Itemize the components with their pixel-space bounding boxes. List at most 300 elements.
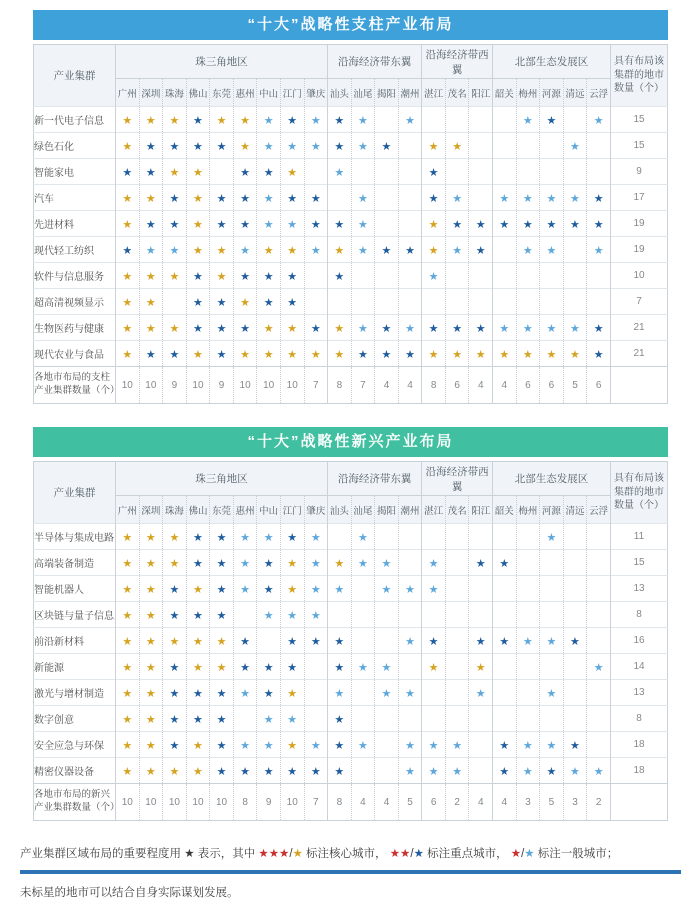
star-cell (257, 732, 281, 758)
city-header: 揭阳 (375, 79, 399, 107)
star-cell (351, 680, 375, 706)
star-cell (139, 706, 163, 732)
general-city-star-icon: ★ (546, 244, 557, 257)
city-header: 云浮 (587, 79, 611, 107)
pillar-industries-table (33, 44, 668, 404)
legend-text: 标注核心城市， (302, 848, 390, 860)
star-cell (375, 159, 399, 185)
star-cell (280, 732, 304, 758)
star-cell (210, 602, 234, 628)
star-cell (257, 602, 281, 628)
industry-row (34, 341, 668, 367)
general-city-star-icon: ★ (357, 114, 368, 127)
star-cell (328, 576, 352, 602)
star-cell (422, 732, 446, 758)
city-header: 东莞 (210, 79, 234, 107)
star-cell (186, 159, 210, 185)
core-city-star-icon: ★ (145, 713, 156, 726)
legend-text: / (289, 848, 293, 860)
star-cell (304, 133, 328, 159)
region-header: 沿海经济带东翼 (328, 462, 422, 496)
general-city-star-icon: ★ (428, 270, 439, 283)
star-cell (233, 185, 257, 211)
star-cell (516, 654, 540, 680)
star-cell (139, 289, 163, 315)
key-city-star-icon: ★ (240, 765, 251, 778)
city-header: 珠海 (163, 79, 187, 107)
star-cell (280, 758, 304, 784)
star-cell (469, 732, 493, 758)
key-city-star-icon: ★ (475, 218, 486, 231)
key-city-star-icon: ★ (169, 218, 180, 231)
star-cell (563, 758, 587, 784)
key-city-star-icon: ★ (287, 270, 298, 283)
core-city-star-icon: ★ (122, 687, 133, 700)
star-cell (375, 341, 399, 367)
star-cell (163, 237, 187, 263)
city-header: 茂名 (445, 496, 469, 524)
core-city-star-icon: ★ (193, 192, 203, 205)
core-city-star-icon: ★ (287, 557, 298, 570)
star-cell (563, 289, 587, 315)
star-cell (280, 341, 304, 367)
core-city-star-icon: ★ (122, 296, 133, 309)
star-cell (563, 159, 587, 185)
core-city-star-icon: ★ (169, 166, 180, 179)
star-cell (445, 289, 469, 315)
city-total: 10 (139, 784, 163, 821)
core-city-star-icon: ★ (145, 114, 156, 127)
general-city-star-icon: ★ (405, 739, 415, 752)
city-header: 河源 (540, 79, 564, 107)
general-city-star-icon: ★ (452, 244, 463, 257)
core-city-star-icon: ★ (240, 296, 251, 309)
star-cell (469, 315, 493, 341)
star-cell (116, 185, 140, 211)
star-cell (257, 758, 281, 784)
key-city-star-icon: ★ (169, 687, 180, 700)
star-cell (540, 602, 564, 628)
star-cell (516, 628, 540, 654)
star-cell (563, 680, 587, 706)
star-cell (445, 550, 469, 576)
star-cell (493, 628, 517, 654)
star-cell (186, 341, 210, 367)
star-cell (186, 654, 210, 680)
industry-row (34, 185, 668, 211)
star-cell (351, 706, 375, 732)
star-cell (563, 341, 587, 367)
key-city-star-icon: ★ (452, 322, 463, 335)
general-city-star-icon: ★ (263, 713, 274, 726)
general-city-star-icon: ★ (145, 244, 156, 257)
star-cell (351, 758, 375, 784)
city-header: 湛江 (422, 79, 446, 107)
industry-label: 精密仪器设备 (34, 758, 116, 784)
star-cell (493, 289, 517, 315)
core-city-star-icon: ★ (193, 765, 203, 778)
general-city-star-icon: ★ (522, 635, 533, 648)
general-city-star-icon: ★ (240, 531, 251, 544)
city-header: 佛山 (186, 79, 210, 107)
star-cell (210, 706, 234, 732)
star-cell (304, 706, 328, 732)
star-cell (210, 289, 234, 315)
star-cell (422, 159, 446, 185)
star-cell (375, 289, 399, 315)
red-stars-icon: ★★ (389, 848, 411, 860)
star-cell (587, 133, 611, 159)
star-cell (375, 550, 399, 576)
star-cell (233, 680, 257, 706)
star-cell (398, 289, 422, 315)
core-city-star-icon: ★ (145, 192, 156, 205)
region-header: 沿海经济带东翼 (328, 45, 422, 79)
city-header: 佛山 (186, 496, 210, 524)
star-cell (139, 341, 163, 367)
star-cell (375, 732, 399, 758)
star-cell (398, 706, 422, 732)
industry-label: 绿色石化 (34, 133, 116, 159)
core-city-star-icon: ★ (145, 661, 156, 674)
star-cell (422, 289, 446, 315)
city-total: 7 (351, 367, 375, 404)
city-total: 3 (516, 784, 540, 821)
key-city-star-icon: ★ (593, 348, 604, 361)
general-city-star-icon: ★ (263, 739, 274, 752)
star-cell (422, 263, 446, 289)
industry-column-header: 产业集群 (34, 45, 116, 107)
star-cell (493, 550, 517, 576)
general-city-star-icon: ★ (570, 140, 580, 153)
star-cell (375, 133, 399, 159)
industry-row (34, 706, 668, 732)
star-cell (116, 576, 140, 602)
key-city-star-icon: ★ (546, 114, 557, 127)
key-city-star-icon: ★ (216, 322, 227, 335)
key-city-star-icon: ★ (413, 848, 424, 860)
star-cell (563, 263, 587, 289)
core-city-star-icon: ★ (263, 244, 274, 257)
star-cell (116, 263, 140, 289)
star-cell (398, 237, 422, 263)
industry-row (34, 602, 668, 628)
star-cell (186, 107, 210, 133)
star-cell (163, 133, 187, 159)
star-cell (210, 758, 234, 784)
key-city-star-icon: ★ (263, 296, 274, 309)
general-city-star-icon: ★ (405, 687, 415, 700)
legend-text: 标注一般城市； (534, 848, 622, 860)
key-city-star-icon: ★ (169, 140, 180, 153)
general-city-star-icon: ★ (405, 114, 415, 127)
city-header: 惠州 (233, 496, 257, 524)
pillar-table-title: “十大”战略性支柱产业布局 (33, 10, 668, 40)
key-city-star-icon: ★ (216, 713, 227, 726)
star-cell (469, 628, 493, 654)
key-city-star-icon: ★ (310, 322, 321, 335)
star-cell (563, 732, 587, 758)
key-city-star-icon: ★ (334, 765, 345, 778)
core-city-star-icon: ★ (193, 218, 203, 231)
key-city-star-icon: ★ (240, 322, 251, 335)
star-cell (540, 185, 564, 211)
totals-label: 各地市布局的支柱产业集群数量（个） (34, 367, 116, 404)
star-cell (516, 732, 540, 758)
star-cell (469, 550, 493, 576)
star-cell (375, 576, 399, 602)
region-header: 北部生态发展区 (493, 45, 611, 79)
core-city-star-icon: ★ (122, 270, 133, 283)
star-cell (280, 263, 304, 289)
core-city-star-icon: ★ (216, 244, 227, 257)
star-cell (445, 211, 469, 237)
star-cell (422, 758, 446, 784)
star-cell (469, 107, 493, 133)
industry-row (34, 758, 668, 784)
general-city-star-icon: ★ (310, 583, 321, 596)
star-cell (563, 211, 587, 237)
key-city-star-icon: ★ (475, 322, 486, 335)
core-city-star-icon: ★ (216, 661, 227, 674)
general-city-star-icon: ★ (405, 583, 415, 596)
key-city-star-icon: ★ (334, 713, 345, 726)
star-cell (587, 524, 611, 550)
core-city-star-icon: ★ (334, 348, 345, 361)
key-city-star-icon: ★ (240, 192, 251, 205)
star-cell (139, 576, 163, 602)
city-total: 10 (139, 367, 163, 404)
star-cell (493, 524, 517, 550)
industry-column-header: 产业集群 (34, 462, 116, 524)
star-cell (304, 732, 328, 758)
star-cell (516, 133, 540, 159)
general-city-star-icon: ★ (169, 244, 180, 257)
star-cell (210, 524, 234, 550)
city-total: 5 (398, 784, 422, 821)
star-cell (304, 602, 328, 628)
star-cell (210, 315, 234, 341)
star-cell (540, 341, 564, 367)
general-city-star-icon: ★ (240, 739, 251, 752)
key-city-star-icon: ★ (122, 244, 133, 257)
key-city-star-icon: ★ (216, 348, 227, 361)
star-cell (540, 550, 564, 576)
general-city-star-icon: ★ (593, 661, 604, 674)
star-cell (257, 237, 281, 263)
key-city-star-icon: ★ (593, 192, 604, 205)
core-city-star-icon: ★ (145, 557, 156, 570)
region-header: 北部生态发展区 (493, 462, 611, 496)
star-cell (493, 732, 517, 758)
star-cell (233, 732, 257, 758)
empty-cell (611, 784, 668, 821)
star-cell (445, 680, 469, 706)
city-header: 江门 (280, 496, 304, 524)
star-cell (233, 628, 257, 654)
star-cell (233, 211, 257, 237)
core-city-star-icon: ★ (216, 270, 227, 283)
cluster-city-count: 19 (611, 211, 668, 237)
star-cell (493, 576, 517, 602)
star-cell (445, 237, 469, 263)
star-cell (563, 237, 587, 263)
star-cell (540, 524, 564, 550)
star-cell (398, 602, 422, 628)
core-city-star-icon: ★ (546, 348, 557, 361)
star-cell (163, 576, 187, 602)
core-city-star-icon: ★ (240, 140, 251, 153)
key-city-star-icon: ★ (193, 609, 203, 622)
city-header: 潮州 (398, 496, 422, 524)
key-city-star-icon: ★ (287, 635, 298, 648)
star-cell (469, 237, 493, 263)
general-city-star-icon: ★ (263, 531, 274, 544)
general-city-star-icon: ★ (452, 765, 463, 778)
industry-label: 智能机器人 (34, 576, 116, 602)
core-city-star-icon: ★ (263, 348, 274, 361)
city-header: 肇庆 (304, 496, 328, 524)
star-cell (304, 211, 328, 237)
city-total: 4 (493, 367, 517, 404)
key-city-star-icon: ★ (263, 765, 274, 778)
star-cell (280, 706, 304, 732)
star-cell (233, 576, 257, 602)
city-total: 8 (328, 784, 352, 821)
star-cell (422, 133, 446, 159)
core-city-star-icon: ★ (122, 661, 133, 674)
star-cell (163, 185, 187, 211)
star-cell (375, 706, 399, 732)
key-city-star-icon: ★ (381, 348, 392, 361)
star-cell (375, 602, 399, 628)
core-city-star-icon: ★ (169, 270, 180, 283)
key-city-star-icon: ★ (216, 557, 227, 570)
star-cell (233, 159, 257, 185)
star-cell (186, 185, 210, 211)
star-cell (257, 159, 281, 185)
core-city-star-icon: ★ (522, 348, 533, 361)
city-total: 6 (445, 367, 469, 404)
core-city-star-icon: ★ (310, 348, 321, 361)
star-cell (540, 133, 564, 159)
star-cell (139, 263, 163, 289)
star-cell (469, 133, 493, 159)
star-cell (422, 602, 446, 628)
key-city-star-icon: ★ (381, 140, 392, 153)
star-cell (587, 315, 611, 341)
city-header: 云浮 (587, 496, 611, 524)
star-cell (116, 341, 140, 367)
general-city-star-icon: ★ (263, 218, 274, 231)
legend (20, 846, 681, 901)
star-cell (540, 732, 564, 758)
core-city-star-icon: ★ (169, 635, 180, 648)
general-city-star-icon: ★ (546, 739, 557, 752)
star-cell (163, 680, 187, 706)
star-cell (398, 524, 422, 550)
key-city-star-icon: ★ (193, 140, 203, 153)
star-cell (469, 341, 493, 367)
star-cell (328, 602, 352, 628)
star-cell (139, 237, 163, 263)
star-cell (233, 315, 257, 341)
star-cell (186, 680, 210, 706)
star-cell (210, 107, 234, 133)
star-cell (587, 576, 611, 602)
general-city-star-icon: ★ (357, 739, 368, 752)
totals-label: 各地市布局的新兴产业集群数量（个） (34, 784, 116, 821)
star-cell (351, 602, 375, 628)
key-city-star-icon: ★ (405, 348, 415, 361)
star-cell (375, 315, 399, 341)
star-cell (233, 654, 257, 680)
core-city-star-icon: ★ (169, 557, 180, 570)
star-cell (139, 211, 163, 237)
city-total: 6 (422, 784, 446, 821)
star-cell (563, 576, 587, 602)
general-city-star-icon: ★ (263, 114, 274, 127)
star-cell (587, 680, 611, 706)
industry-label: 软件与信息服务 (34, 263, 116, 289)
star-cell (516, 237, 540, 263)
star-cell (304, 654, 328, 680)
core-city-star-icon: ★ (122, 713, 133, 726)
red-stars-icon: ★★★ (258, 848, 290, 860)
general-city-star-icon: ★ (240, 244, 251, 257)
star-cell (257, 185, 281, 211)
red-stars-icon: ★ (510, 848, 522, 860)
core-city-star-icon: ★ (193, 739, 203, 752)
star-cell (304, 341, 328, 367)
star-cell (304, 289, 328, 315)
general-city-star-icon: ★ (381, 687, 392, 700)
star-cell (445, 159, 469, 185)
star-cell (116, 107, 140, 133)
city-total: 10 (280, 784, 304, 821)
key-city-star-icon: ★ (145, 348, 156, 361)
star-cell (280, 237, 304, 263)
star-cell (493, 159, 517, 185)
city-total: 10 (280, 367, 304, 404)
key-city-star-icon: ★ (216, 531, 227, 544)
core-city-star-icon: ★ (428, 140, 439, 153)
star-cell (328, 706, 352, 732)
key-city-star-icon: ★ (334, 140, 345, 153)
cluster-city-count: 8 (611, 602, 668, 628)
star-cell (540, 211, 564, 237)
star-cell (210, 680, 234, 706)
legend-line1 (20, 846, 681, 862)
key-city-star-icon: ★ (475, 557, 486, 570)
star-cell (210, 185, 234, 211)
city-total: 4 (375, 367, 399, 404)
core-city-star-icon: ★ (428, 661, 439, 674)
key-city-star-icon: ★ (452, 218, 463, 231)
industry-row (34, 315, 668, 341)
star-cell (257, 654, 281, 680)
star-cell (116, 159, 140, 185)
core-city-star-icon: ★ (452, 140, 463, 153)
key-city-star-icon: ★ (263, 687, 274, 700)
industry-row (34, 550, 668, 576)
star-cell (563, 654, 587, 680)
star-cell (398, 159, 422, 185)
star-cell (304, 315, 328, 341)
star-cell (398, 315, 422, 341)
city-header: 清远 (563, 496, 587, 524)
star-cell (445, 133, 469, 159)
